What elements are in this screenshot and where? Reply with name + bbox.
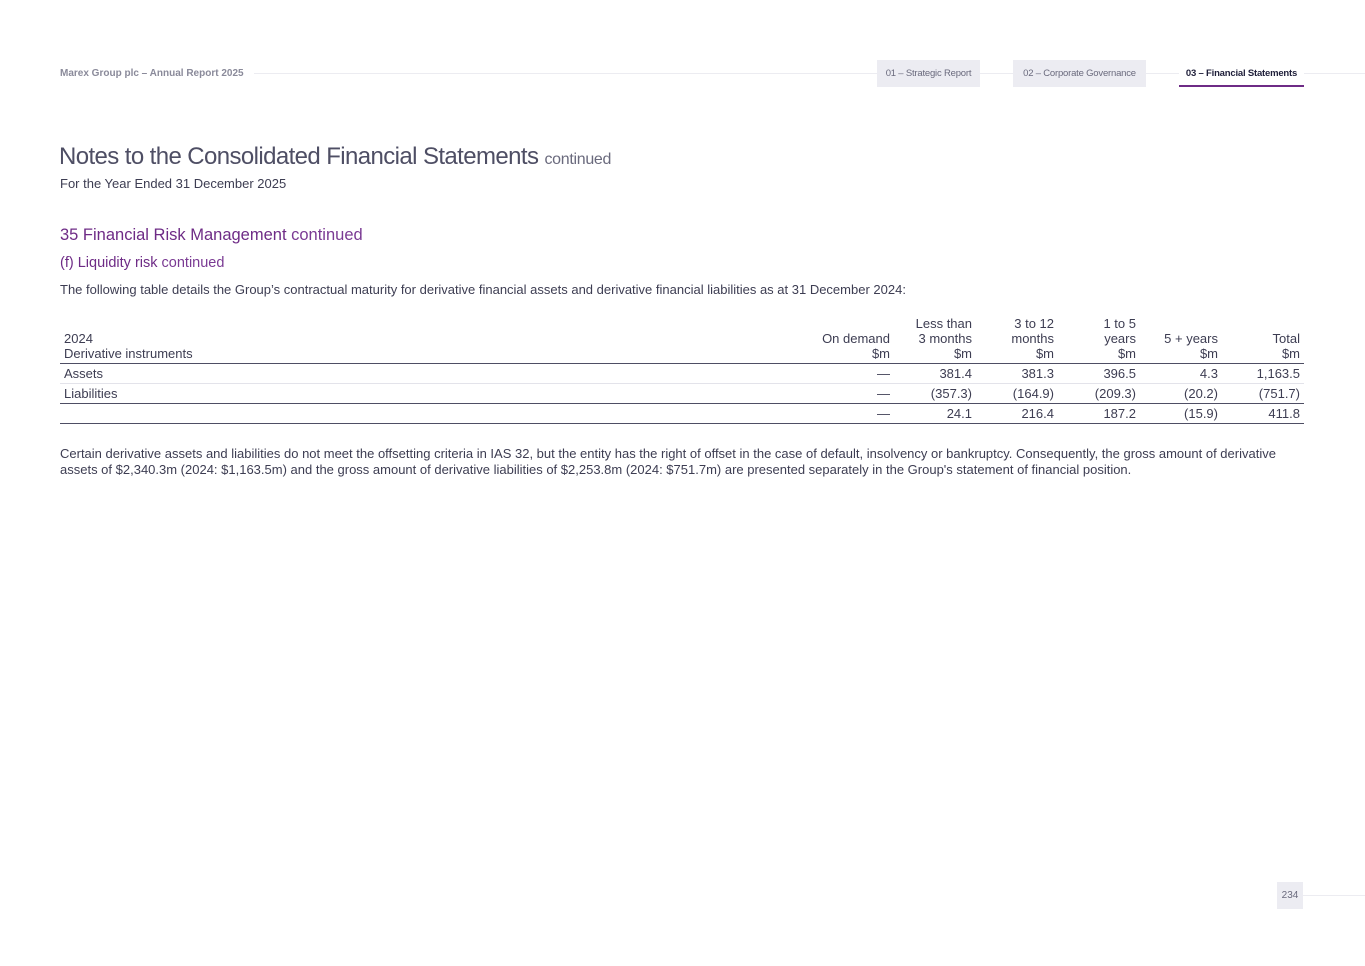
page-title-text: Notes to the Consolidated Financial Statements (59, 143, 539, 170)
cell-3-to-12-months: 216.4 (976, 404, 1058, 424)
column-header-less-than-3-months: Less than 3 months $m (894, 316, 976, 364)
table-row-liabilities (60, 384, 1304, 404)
cell-3-to-12-months: 381.3 (976, 364, 1058, 384)
column-header-instrument (60, 316, 812, 364)
offsetting-note: Certain derivative assets and liabilities do not meet the offsetting criteria in IAS 32, but the entity has the right of offset in the case of default, insolvency or bankruptcy. Consequently, the gross amount of derivative assets of $2,340.3m (2024: $1,163.5m) and the gross amount of derivative liabilities of $2,253.8m (2024: $751.7m) are presented separately in the Group's statement of financial position. (60, 446, 1276, 477)
cell-3-to-12-months: (164.9) (976, 384, 1058, 404)
section-heading-suffix: continued (291, 226, 363, 244)
tab-corporate-governance[interactable]: 02 – Corporate Governance (1013, 60, 1146, 87)
tab-strategic-report[interactable]: 01 – Strategic Report (877, 60, 980, 87)
page-title-suffix: continued (544, 151, 612, 168)
table-header-row (60, 316, 1304, 364)
row-label (60, 404, 812, 424)
table-intro: The following table details the Group’s contractual maturity for derivative financial assets and derivative financial liabilities as at 31 December 2024: (60, 282, 906, 297)
table-row-net-total (60, 404, 1304, 424)
page-subtitle: For the Year Ended 31 December 2025 (60, 176, 287, 191)
row-label: Liabilities (60, 384, 812, 404)
year-label: 2024 (64, 331, 93, 346)
cell-1-to-5-years: 187.2 (1058, 404, 1140, 424)
column-header-1-to-5-years: 1 to 5 years $m (1058, 316, 1140, 364)
cell-on-demand: — (812, 384, 894, 404)
column-header-3-to-12-months: 3 to 12 months $m (976, 316, 1058, 364)
cell-less-than-3-months: (357.3) (894, 384, 976, 404)
column-header-total: Total $m (1222, 316, 1304, 364)
tab-financial-statements[interactable]: 03 – Financial Statements (1179, 60, 1304, 87)
sub-heading-suffix: continued (161, 255, 225, 271)
section-heading (60, 226, 363, 245)
cell-less-than-3-months: 24.1 (894, 404, 976, 424)
cell-5-plus-years: (20.2) (1140, 384, 1222, 404)
column-header-on-demand: On demand $m (812, 316, 894, 364)
sub-heading (60, 255, 224, 271)
sub-heading-text: (f) Liquidity risk (60, 255, 158, 271)
derivative-maturity-table (60, 316, 1304, 424)
cell-less-than-3-months: 381.4 (894, 364, 976, 384)
row-header-label: Derivative instruments (64, 346, 193, 361)
cell-total: 411.8 (1222, 404, 1304, 424)
cell-1-to-5-years: (209.3) (1058, 384, 1140, 404)
footer-divider (1303, 895, 1365, 896)
cell-5-plus-years: (15.9) (1140, 404, 1222, 424)
report-title: Marex Group plc – Annual Report 2025 (60, 68, 252, 79)
table-row-assets (60, 364, 1304, 384)
section-heading-text: 35 Financial Risk Management (60, 226, 287, 244)
cell-on-demand: — (812, 364, 894, 384)
page-title (59, 143, 611, 171)
cell-total: (751.7) (1222, 384, 1304, 404)
cell-1-to-5-years: 396.5 (1058, 364, 1140, 384)
cell-5-plus-years: 4.3 (1140, 364, 1222, 384)
cell-on-demand: — (812, 404, 894, 424)
row-label: Assets (60, 364, 812, 384)
cell-total: 1,163.5 (1222, 364, 1304, 384)
page-number: 234 (1277, 882, 1303, 909)
column-header-5-plus-years: 5 + years $m (1140, 316, 1222, 364)
